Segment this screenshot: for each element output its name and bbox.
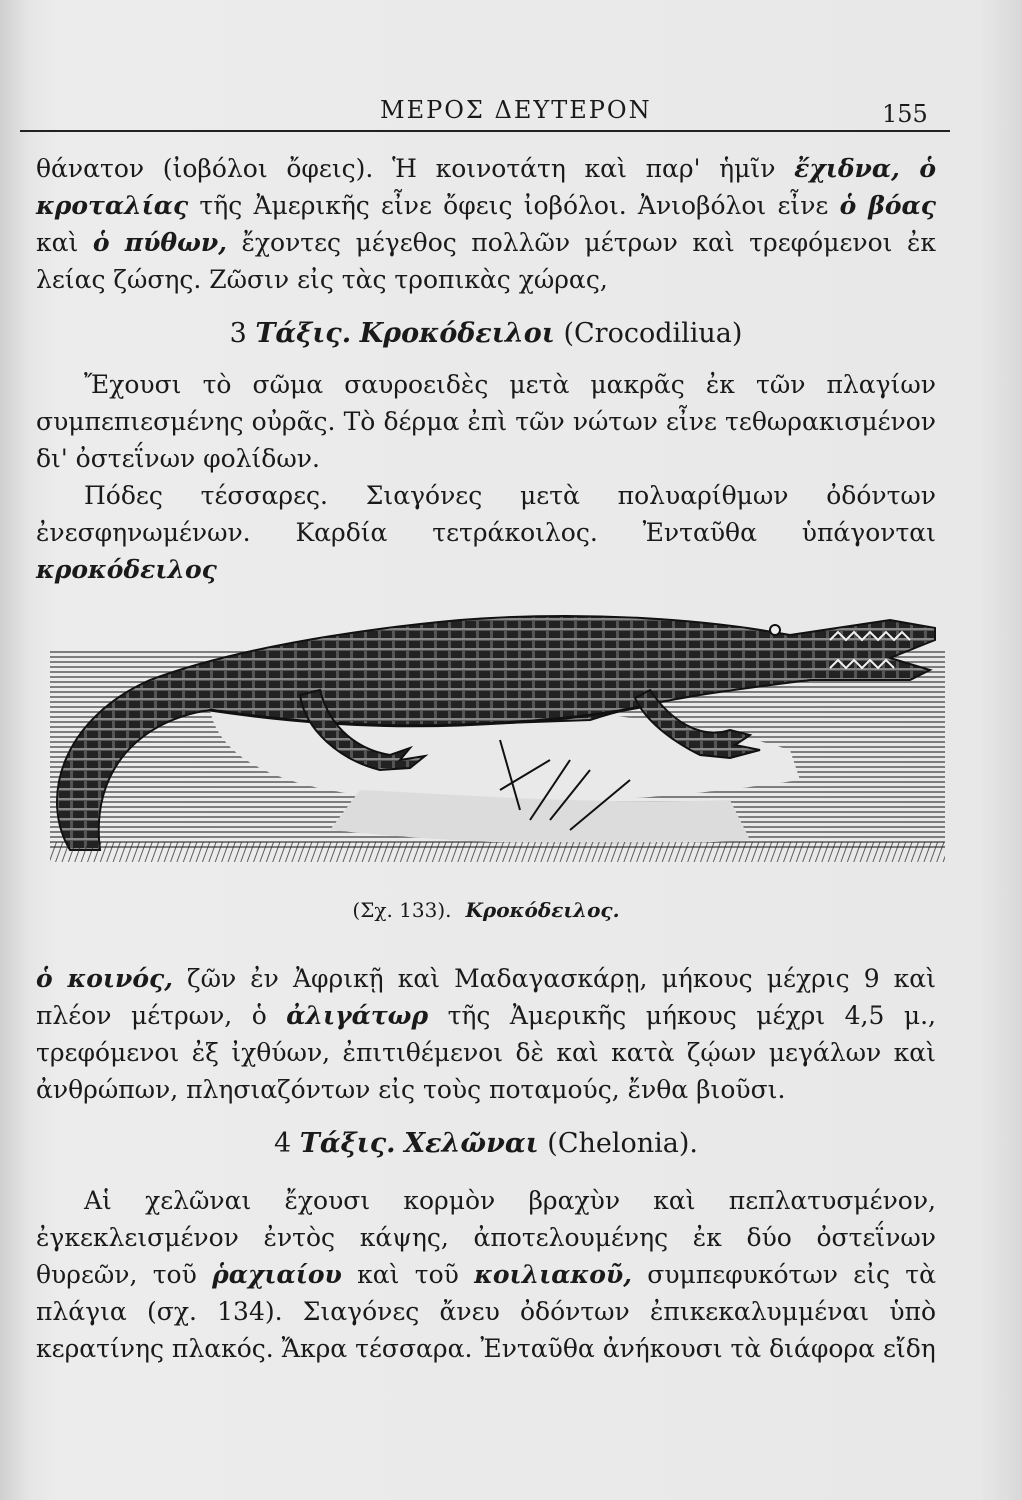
term-python: ὁ πύθων, [92, 228, 227, 257]
term-crocodile: κροκόδειλος [36, 555, 217, 584]
paragraph-crocodile-species: ὁ κοινός, ζῶν ἐν Ἀφρικῇ καὶ Μαδαγασκάρῃ, μήκους μέχρις 9 καὶ πλέον μέτρων, ὁ ἀλιγάτωρ τῆς Ἀμερικῆς μήκους μέχρι 4,5 μ., τρεφόμενοι ἐξ ἰχθύων, ἐπιτιθέμενοι δὲ καὶ κατὰ ζῴων μεγάλων καὶ ἀνθρώπων, πλησιαζόντων εἰς τοὺς ποταμούς, ἔνθα βιοῦσι. [36, 964, 936, 1104]
term-ventral: κοιλιακοῦ, [474, 1260, 632, 1289]
section-latin: (Crocodiliua) [563, 318, 743, 349]
section-label: Τάξις. [299, 1128, 396, 1159]
paragraph-turtles: Αἱ χελῶναι ἔχουσι κορμὸν βραχὺν καὶ πεπλατυσμένον, ἐγκεκλεισμένον ἐντὸς κάψης, ἀποτελουμένης ἐκ δύο ὀστεΐνων θυρεῶν, τοῦ ῥαχιαίου καὶ τοῦ κοιλιακοῦ, συμπεφυκότων εἰς τὰ πλάγια (σχ. 134). Σιαγόνες ἄνευ ὀδόντων ἐπικεκαλυμμέναι ὑπὸ κερατίνης πλακός. Ἄκρα τέσσαρα. Ἐνταῦθα ἀνήκουσι τὰ διάφορα εἴδη [36, 1186, 936, 1363]
section-heading-turtles [36, 1128, 936, 1159]
term-common: ὁ κοινός, [36, 964, 173, 993]
term-dorsal: ῥαχιαίου [212, 1260, 342, 1289]
term-echidna: ἔχιδνα, ὁ κροταλίας [36, 154, 936, 220]
section-heading-crocodiles [36, 318, 936, 349]
term-alligator: ἀλιγάτωρ [286, 1001, 429, 1030]
page-number: 155 [882, 100, 928, 128]
section-number: 3 [229, 318, 247, 349]
running-head [20, 96, 950, 132]
section-name: Κροκόδειλοι [359, 318, 555, 349]
section-number: 4 [273, 1128, 292, 1159]
figure-number: (Σχ. 133). [352, 898, 452, 922]
section-label: Τάξις. [255, 318, 352, 349]
section-name: Χελῶναι [404, 1128, 539, 1159]
paragraph-venomous-snakes: θάνατον (ἰοβόλοι ὄφεις). Ἡ κοινοτάτη καὶ παρ' ἡμῖν ἔχιδνα, ὁ κροταλίας τῆς Ἀμερικῆς εἶνε ὄφεις ἰοβόλοι. Ἀνιοβόλοι εἶνε ὁ βόας καὶ ὁ πύθων, ἔχοντες μέγεθος πολλῶν μέτρων καὶ τρεφόμενοι ἐκ λείας ζώσης. Ζῶσιν εἰς τὰς τροπικὰς χώρας, [36, 154, 937, 294]
running-title: ΜΕΡΟΣ ΔΕΥΤΕΡΟΝ [380, 96, 652, 124]
section-latin: (Chelonia). [547, 1128, 698, 1159]
crocodile-illustration [30, 580, 950, 890]
figure-caption [36, 898, 936, 922]
term-boa: ὁ βόας [839, 191, 937, 220]
crocodile-engraving [30, 580, 950, 890]
eye [770, 625, 780, 635]
figure-title: Κροκόδειλος. [465, 898, 620, 922]
paragraph-crocodile-body: Ἔχουσι τὸ σῶμα σαυροειδὲς μετὰ μακρᾶς ἐκ τῶν πλαγίων συμπεπιεσμένης οὐρᾶς. Τὸ δέρμα ἐπὶ τῶν νώτων εἶνε τεθωρακισμένον δι' ὀστεΐνων φολίδων. Πόδες τέσσαρες. Σιαγόνες μετὰ πολυαρίθμων ὀδόντων ἐνεσφηνωμένων. Καρδία τετράκοιλος. Ἐνταῦθα ὑπάγονται κροκόδειλος [36, 370, 936, 584]
